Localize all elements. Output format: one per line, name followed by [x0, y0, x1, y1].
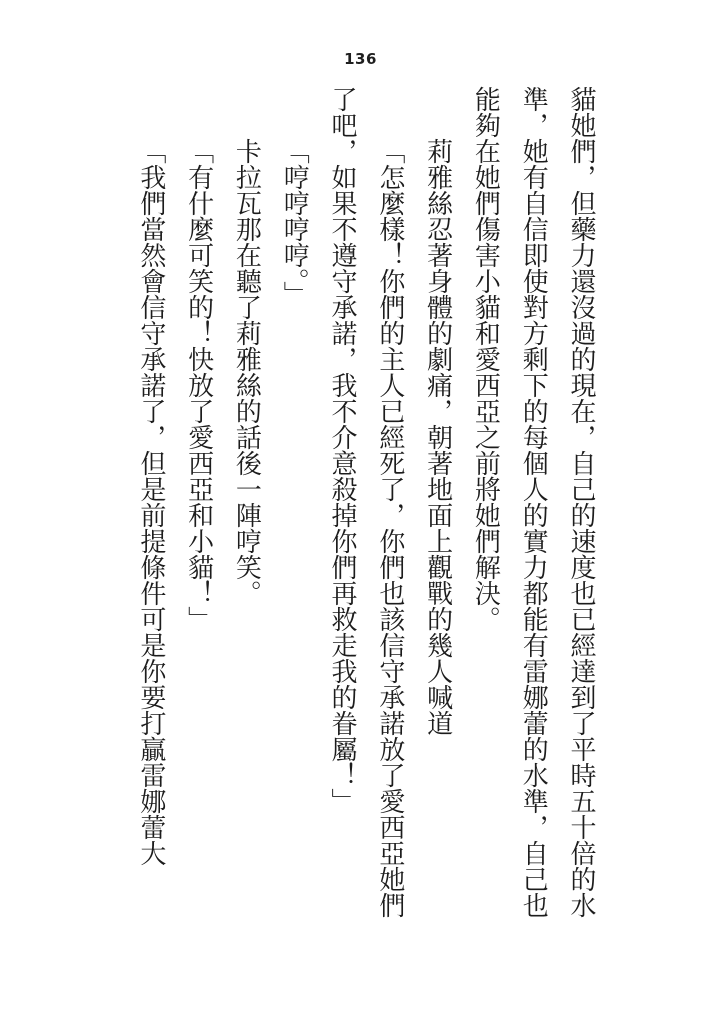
paragraph: 「哼哼哼哼。」 — [280, 138, 310, 307]
vertical-text-block — [127, 86, 605, 934]
paragraph: 貓她們，但藥力還沒過的現在，自己的速度也已經達到了平時五十倍的水準，她有自信即使對方剩下的每個人的實力都能有雷娜蕾的水準，自己也能夠在她們傷害小貓和愛西亞之前將她們解決。 — [471, 86, 596, 918]
paragraph: 「怎麼樣！你們的主人已經死了，你們也該信守承諾放了愛西亞她們了吧，如果不遵守承諾，我不介意殺掉你們再救走我的眷屬！」 — [328, 86, 405, 918]
paragraph: 莉雅絲忍著身體的劇痛，朝著地面上觀戰的幾人喊道 — [423, 138, 453, 736]
page-number: 136 — [344, 50, 377, 68]
paragraph: 卡拉瓦那在聽了莉雅絲的話後一陣哼笑。 — [232, 138, 262, 606]
paragraph: 「我們當然會信守承諾了，但是前提條件可是你要打贏雷娜蕾大 — [136, 138, 166, 866]
paragraph: 「有什麼可笑的！快放了愛西亞和小貓！」 — [184, 138, 214, 632]
